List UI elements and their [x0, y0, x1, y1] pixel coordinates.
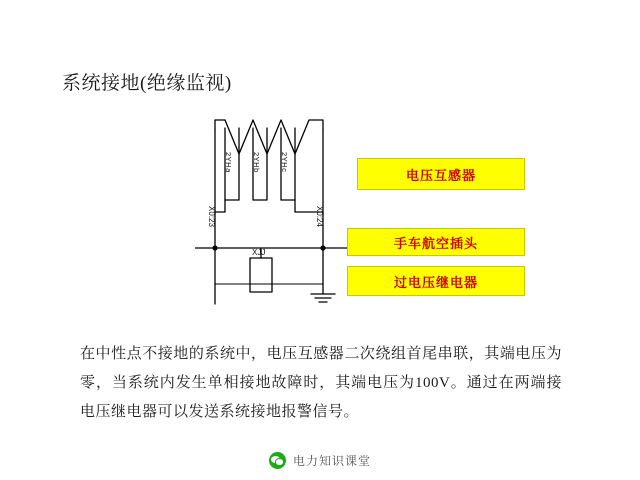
winding-label-b: 2YHb [252, 152, 261, 173]
callout-aviation-plug [347, 228, 525, 256]
description-paragraph: 在中性点不接地的系统中，电压互感器二次绕组首尾串联，其端电压为零，当系统内发生单相接地故障时，其端电压为100V。通过在两端接电压继电器可以发送系统接地报警信号。 [80, 346, 562, 420]
winding-label-a: 2YHa [224, 152, 233, 173]
footer-branding [0, 452, 640, 469]
callout-aviation-plug-label: 手车航空插头 [393, 235, 478, 251]
callout-voltage-transformer [357, 158, 525, 190]
terminal-label-right: X0:24 [315, 206, 324, 227]
circuit-diagram-svg [195, 108, 355, 308]
winding-a-bottom-link [215, 200, 225, 212]
callout-overvoltage-relay [347, 266, 525, 296]
relay-label: XJJ [252, 248, 266, 257]
circuit-diagram [195, 108, 355, 308]
node-dot-left [212, 245, 217, 250]
footer-account-name: 电力知识课堂 [292, 454, 371, 468]
callout-voltage-transformer-label: 电压互感器 [405, 167, 476, 183]
top-right-lead [313, 120, 323, 130]
wechat-icon [269, 452, 286, 469]
page-title: 系统接地(绝缘监视) [62, 73, 232, 94]
terminal-label-left: X0:23 [207, 206, 216, 227]
node-dot-right [320, 245, 325, 250]
relay-coil-box [250, 258, 272, 292]
callout-overvoltage-relay-label: 过电压继电器 [393, 274, 478, 290]
open-delta-zigzag [225, 120, 313, 154]
top-left-lead [215, 120, 225, 130]
winding-label-c: 2YHc [280, 152, 289, 173]
